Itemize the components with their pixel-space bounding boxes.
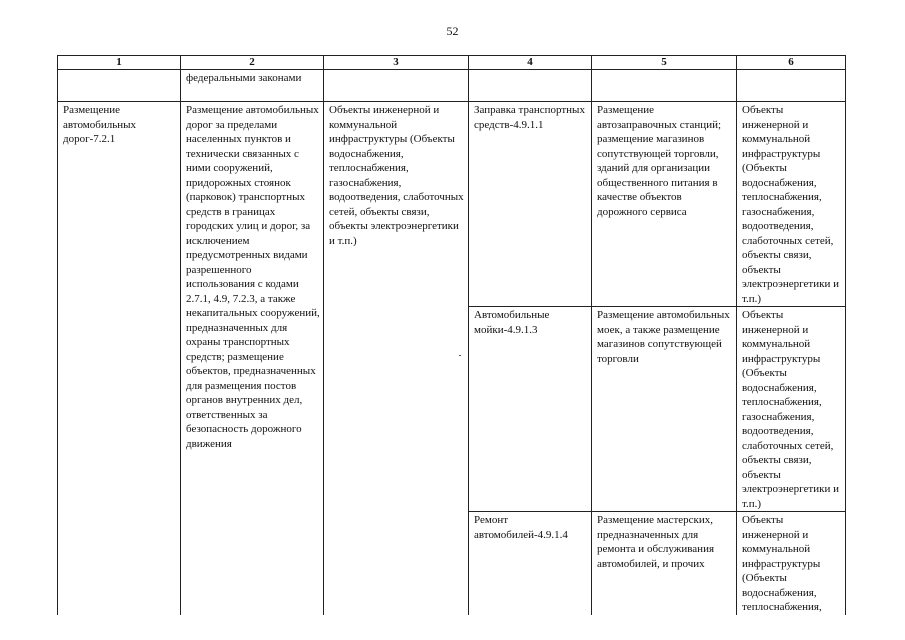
table-row-continuation <box>58 70 846 102</box>
column-header: 4 <box>469 56 592 70</box>
column-header: 6 <box>737 56 846 70</box>
table-cell <box>58 70 181 102</box>
column-header: 1 <box>58 56 181 70</box>
table-cell <box>324 70 469 102</box>
sub-use-description: Размещение автомобильных моек, а также размещение магазинов сопутствующей торговли <box>592 307 737 512</box>
column-header: 5 <box>592 56 737 70</box>
land-use-table <box>57 55 846 615</box>
sub-aux-objects: Объекты инженерной и коммунальной инфраструктуры (Объекты водоснабжения, теплоснабжения, газоснабжения, водоотведения, слаботочных сетей, объекты связи, объекты электроэнергетики и т.п.) <box>737 102 846 307</box>
table-cell <box>469 70 592 102</box>
table-cell <box>737 70 846 102</box>
scan-speck <box>459 355 461 356</box>
sub-aux-objects: Объекты инженерной и коммунальной инфраструктуры (Объекты водоснабжения, теплоснабжения, газоснабжения, водоотведения, слаботочных сетей, объекты связи, объекты электроэнергетики и т.п.) <box>737 307 846 512</box>
table-cell <box>592 70 737 102</box>
sub-use-name: Заправка транспортных средств-4.9.1.1 <box>469 102 592 307</box>
table-header-row <box>58 56 846 70</box>
sub-use-name: Автомобильные мойки-4.9.1.3 <box>469 307 592 512</box>
column-header: 2 <box>181 56 324 70</box>
main-use-description: Размещение автомобильных дорог за пределами населенных пунктов и технически связанных с ними сооружений, придорожных стоянок (парковок) транспортных средств в границах городских улиц и дорог, за исключением предусмотренных видами разрешенного использования с кодами 2.7.1, 4.9, 7.2.3, а также некапитальных сооружений, предназначенных для охраны транспортных средств; размещение объектов, предназначенных для размещения постов органов внутренних дел, ответственных за безопасность дорожного движения <box>181 102 324 615</box>
main-aux-objects: Объекты инженерной и коммунальной инфраструктуры (Объекты водоснабжения, теплоснабжения, газоснабжения, водоотведения, слаботочных сетей, объекты связи, объекты электроэнергетики и т.п.) <box>324 102 469 615</box>
table-row <box>58 102 846 307</box>
sub-use-name: Ремонт автомобилей-4.9.1.4 <box>469 512 592 615</box>
page-number: 52 <box>446 24 459 38</box>
sub-use-description: Размещение мастерских, предназначенных для ремонта и обслуживания автомобилей, и прочих <box>592 512 737 615</box>
table-cell: федеральными законами <box>181 70 324 102</box>
sub-aux-objects: Объекты инженерной и коммунальной инфраструктуры (Объекты водоснабжения, теплоснабжения, <box>737 512 846 615</box>
main-use-name: Размещение автомобильных дорог-7.2.1 <box>58 102 181 615</box>
sub-use-description: Размещение автозаправочных станций; размещение магазинов сопутствующей торговли, зданий для организации общественного питания в качестве объектов дорожного сервиса <box>592 102 737 307</box>
column-header: 3 <box>324 56 469 70</box>
